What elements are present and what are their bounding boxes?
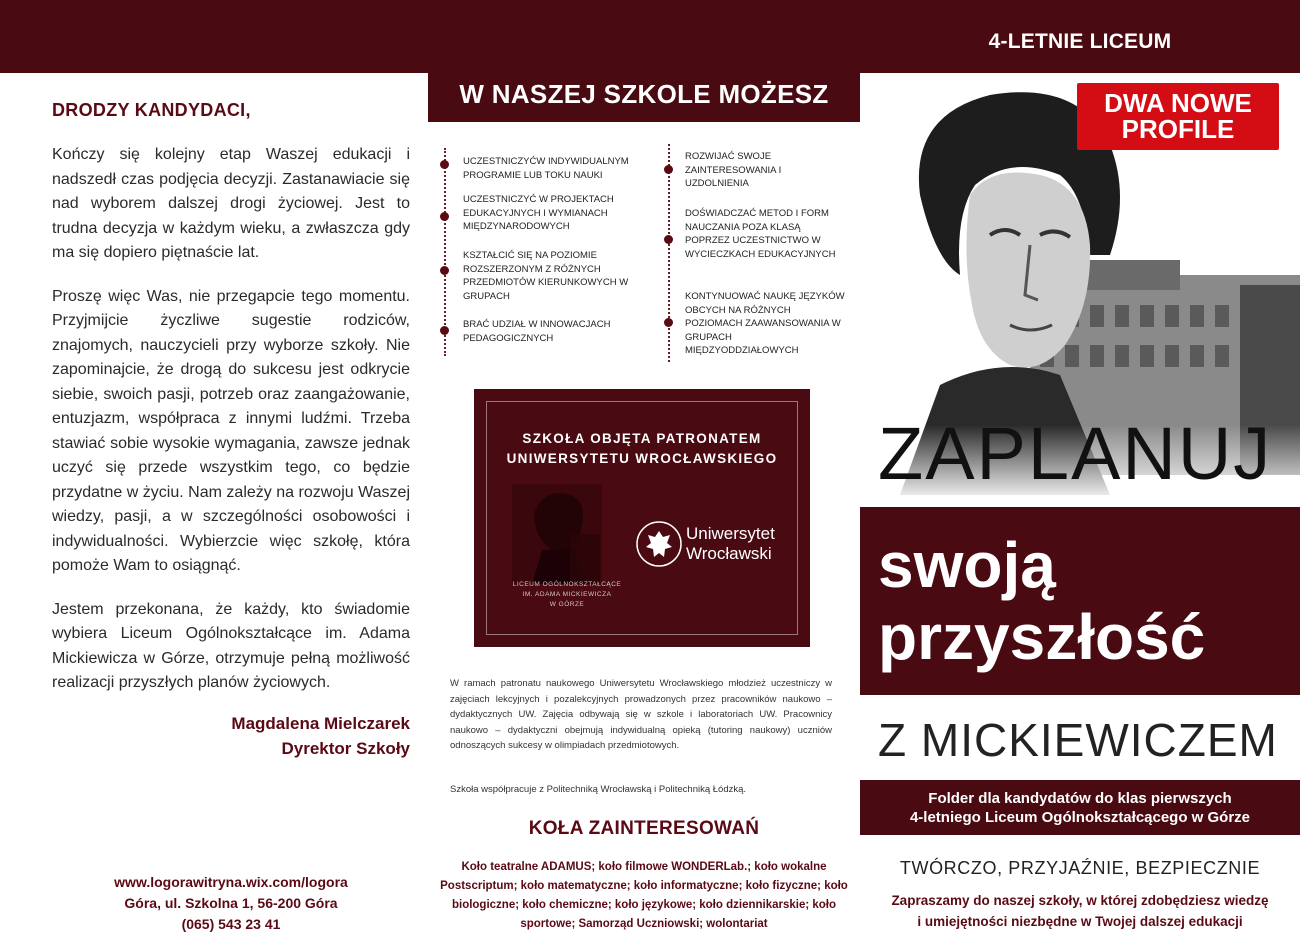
letter-paragraph-1: Kończy się kolejny etap Waszej edukacji i nadszedł czas podjęcia decyzji. Zastanawiacie się nad wyborem dalszej drogi życiowej. Jest to trudna decyzja w każdym wieku, a zwłaszcza gdy ma się dopiero piętnaście lat. xyxy=(52,146,410,261)
contact-phone: (065) 543 23 41 xyxy=(181,916,281,932)
opportunity-item: ROZWIJAĆ SWOJE ZAINTERESOWANIA I UZDOLNIENIA xyxy=(685,151,782,189)
headline-swoja: swoją xyxy=(878,529,1056,601)
timeline-dot xyxy=(664,165,673,174)
folder-description xyxy=(860,780,1300,835)
opportunity-item: KONTYNUOWAĆ NAUKĘ JĘZYKÓW OBCYCH NA RÓŻNYCH POZIOMACH ZAAWANSOWANIA W GRUPACH MIĘDZYODDZIAŁOWYCH xyxy=(685,291,845,356)
contact-address: Góra, ul. Szkolna 1, 56-200 Góra xyxy=(124,895,338,911)
clubs-title: KOŁA ZAINTERESOWAŃ xyxy=(528,818,760,839)
headline-box xyxy=(860,507,1300,695)
university-eagle-logo-icon xyxy=(634,519,684,569)
patronage-title-line-2: UNIWERSYTETU WROCŁAWSKIEGO xyxy=(506,451,778,466)
university-name-line-1: Uniwersytet xyxy=(686,524,775,543)
headline-przyszlosc: przyszłość xyxy=(878,601,1206,673)
timeline-left xyxy=(444,148,446,356)
patronage-description: W ramach patronatu naukowego Uniwersytetu Wrocławskiego młodzież uczestniczy w zajęciach lekcyjnych i pozalekcyjnych prowadzonych przez pracowników naukowo – dydaktycznych UW. Zajęcia odbywają się w szkole i laboratoriach UW. Pracownicy naukowo – dydaktyczni obejmują indywidualną opieką (tutoring naukowy) uczniów odnoszących sukcesy w olimpiadach przedmiotowych. xyxy=(450,678,832,751)
opportunity-item: UCZESTNICZYĆW INDYWIDUALNYM PROGRAMIE LUB TOKU NAUKI xyxy=(463,156,629,181)
patronage-card xyxy=(474,389,810,647)
university-name xyxy=(686,524,775,564)
timeline-right xyxy=(668,144,670,362)
opportunity-item: KSZTAŁCIĆ SIĘ NA POZIOMIE ROZSZERZONYM Z RÓŻNYCH PRZEDMIOTÓW KIERUNKOWYCH W GRUPACH xyxy=(463,250,629,302)
patronage-title xyxy=(474,429,810,469)
opportunity-item: DOŚWIADCZAĆ METOD I FORM NAUCZANIA POZA KLASĄ POPRZEZ UCZESTNICTWO W WYCIECZKACH EDUKACYJNYCH xyxy=(685,208,836,260)
letter-panel xyxy=(52,100,410,715)
timeline-dot xyxy=(440,326,449,335)
opportunities-header: W NASZEJ SZKOLE MOŻESZ xyxy=(428,72,860,122)
patronage-title-line-1: SZKOŁA OBJĘTA PATRONATEM xyxy=(522,431,762,446)
letter-greeting: DRODZY KANDYDACI, xyxy=(52,100,251,120)
headline-zaplanuj: ZAPLANUJ xyxy=(878,412,1273,495)
badge-line-1: DWA NOWE xyxy=(1104,88,1252,118)
timeline-dot xyxy=(440,266,449,275)
letter-paragraph-3: Jestem przekonana, że każdy, kto świadomie wybiera Liceum Ogólnokształcące im. Adama Mickiewicza w Górze, otrzymuje pełną możliwość realizacji przyszłych planów życiowych. xyxy=(52,600,410,691)
opportunity-item: UCZESTNICZYĆ W PROJEKTACH EDUKACYJNYCH I WYMIANACH MIĘDZYNARODOWYCH xyxy=(463,194,614,232)
headline-z-mickiewiczem: Z MICKIEWICZEM xyxy=(878,714,1278,766)
patronage-school-line-2: IM. ADAMA MICKIEWICZA xyxy=(522,591,612,598)
patronage-school-name xyxy=(492,580,642,610)
invitation-text xyxy=(860,890,1300,932)
contact-website[interactable]: www.logorawitryna.wix.com/logora xyxy=(114,874,348,890)
timeline-dot xyxy=(664,318,673,327)
badge-line-2: PROFILE xyxy=(1121,114,1235,144)
patronage-school-line-3: W GÓRZE xyxy=(549,601,585,608)
folder-line-1: Folder dla kandydatów do klas pierwszych xyxy=(928,790,1232,807)
patronage-school-line-1: LICEUM OGÓLNOKSZTAŁCĄCE xyxy=(512,581,622,588)
signature-name: Magdalena Mielczarek xyxy=(231,714,410,733)
letter-paragraph-2: Proszę więc Was, nie przegapcie tego momentu. Przyjmijcie życzliwe sugestie rodziców, znajomych, nauczycieli przy wyborze szkoły. Nie zapominajcie, że drogą do sukcesu jest odkrycie siebie, swoich pasji, potrzeb oraz zaangażowanie, entuzjazm, współpraca z innymi ludźmi. Trzeba stawiać sobie wysokie wymagania, zawsze jednak uczyć się przede wszystkim tego, co będzie przydatne w życiu. Nam zależy na rozwoju Waszej wiedzy, pasji, a w szczególności osobowości i indywidualności. Wybierzcie więc szkołę, która pomoże Wam to osiągnąć. xyxy=(52,287,410,574)
invitation-line-1: Zapraszamy do naszej szkoły, w której zdobędziesz wiedzę xyxy=(891,893,1269,908)
signature xyxy=(52,711,410,761)
clubs-list: Koło teatralne ADAMUS; koło filmowe WONDERLab.; koło wokalne Postscriptum; koło matematyczne; koło informatyczne; koło fizyczne; koło biologiczne; koło chemiczne; koło językowe; koło dziennikarskie; koło sportowe; Samorząd Uczniowski; wolontariat xyxy=(440,861,848,930)
new-profiles-badge xyxy=(1077,83,1279,150)
timeline-dot xyxy=(440,212,449,221)
school-motto: TWÓRCZO, PRZYJAŹNIE, BEZPIECZNIE xyxy=(899,858,1261,878)
liceum-type-label: 4-LETNIE LICEUM xyxy=(988,30,1172,53)
university-name-line-2: Wrocławski xyxy=(686,544,772,563)
timeline-dot xyxy=(440,160,449,169)
headline-swoja-przyszlosc xyxy=(878,529,1205,673)
opportunity-item: BRAĆ UDZIAŁ W INNOWACJACH PEDAGOGICZNYCH xyxy=(463,319,611,344)
cooperation-note: Szkoła współpracuje z Politechniką Wrocławską i Politechniką Łódzką. xyxy=(450,784,747,795)
invitation-line-2: i umiejętności niezbędne w Twojej dalszej edukacji xyxy=(917,914,1243,929)
timeline-dot xyxy=(664,235,673,244)
contact-block xyxy=(52,872,410,934)
folder-line-2: 4-letniego Liceum Ogólnokształcącego w Górze xyxy=(909,809,1251,826)
mickiewicz-portrait-small xyxy=(512,484,602,584)
signature-role: Dyrektor Szkoły xyxy=(281,739,410,758)
